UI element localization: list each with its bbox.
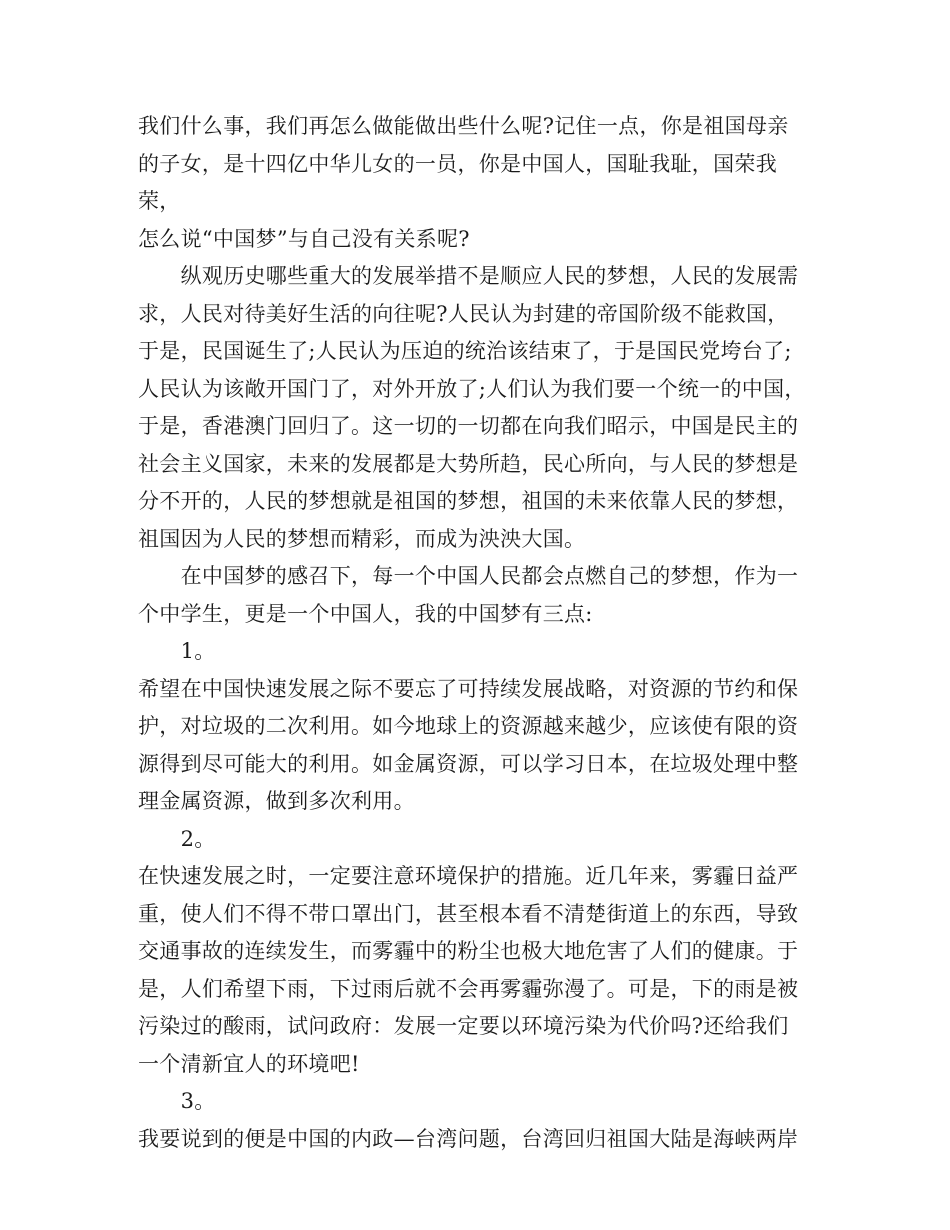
list-number-3: 3。	[138, 1089, 216, 1113]
paragraph-intro: 我们什么事，我们再怎么做能做出些什么呢?记住一点，你是祖国母亲 的子女，是十四亿中华儿女的一员，你是中国人，国耻我耻，国荣我荣， 怎么说“中国梦”与自己没有关系呢?	[138, 114, 789, 251]
list-number-1: 1。	[138, 639, 216, 663]
paragraph-three-points: 在中国梦的感召下，每一个中国人民都会点燃自己的梦想，作为一 个中学生，更是一个中国人，我的中国梦有三点:	[138, 564, 799, 626]
paragraph-point-1: 希望在中国快速发展之际不要忘了可持续发展战略，对资源的节约和保 护，对垃圾的二次利用。如今地球上的资源越来越少，应该使有限的资 源得到尽可能大的利用。如金属资源，可以学习日本，在垃圾处理中整 理金属资源，做到多次利用。	[138, 676, 799, 813]
paragraph-point-3: 我要说到的便是中国的内政—台湾问题，台湾回归祖国大陆是海峡两岸	[138, 1126, 799, 1151]
paragraph-history: 纵观历史哪些重大的发展举措不是顺应人民的梦想，人民的发展需 求，人民对待美好生活的向往呢?人民认为封建的帝国阶级不能救国， 于是，民国诞生了;人民认为压迫的统治该结束了，于是国民党垮台了; 人民认为该敞开国门了，对外开放了;人们认为我们要一个统一的中国， 于是，香港澳门回归了。这一切的一切都在向我们昭示，中国是民主的 社会主义国家，未来的发展都是大势所趋，民心所向，与人民的梦想是 分不开的，人民的梦想就是祖国的梦想，祖国的未来依靠人民的梦想， 祖国因为人民的梦想而精彩，而成为泱泱大国。	[138, 264, 806, 551]
document-body	[138, 108, 818, 1158]
paragraph-point-2: 在快速发展之时，一定要注意环境保护的措施。近几年来，雾霾日益严 重，使人们不得不带口罩出门，甚至根本看不清楚街道上的东西，导致 交通事故的连续发生，而雾霾中的粉尘也极大地危害了人们的健康。于 是，人们希望下雨，下过雨后就不会再雾霾弥漫了。可是，下的雨是被 污染过的酸雨，试问政府：发展一定要以环境污染为代价吗?还给我们 一个清新宜人的环境吧!	[138, 864, 799, 1076]
list-number-2: 2。	[138, 826, 216, 851]
